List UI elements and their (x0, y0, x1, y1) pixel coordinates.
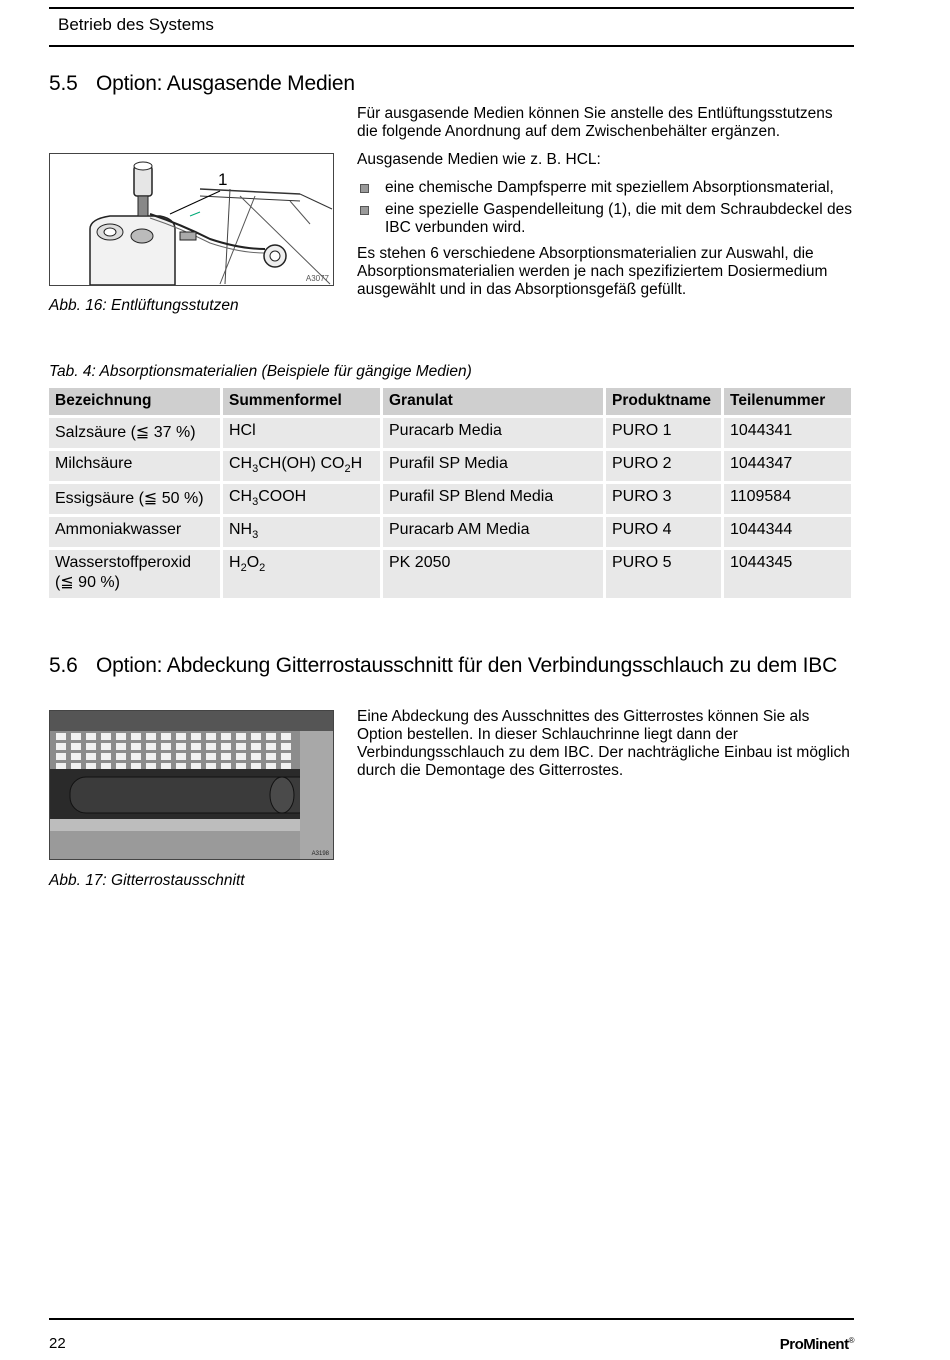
grating-cell (161, 743, 171, 750)
cell-part: 1044347 (724, 451, 851, 481)
grating-cell (71, 733, 81, 740)
column-header: Summenformel (223, 388, 380, 415)
grating-cell (191, 743, 201, 750)
cell-name: Salzsäure (≦ 37 %) (49, 418, 220, 448)
grating-cell (221, 763, 231, 770)
cell-product: PURO 5 (606, 550, 721, 598)
list-item: eine spezielle Gaspendelleitung (1), die mit dem Schraubdeckel des IBC verbunden wird. (357, 201, 855, 237)
grating-cell (56, 763, 66, 770)
brand-name: ProMinent (779, 1336, 849, 1353)
footer-rule (49, 1318, 854, 1320)
cell-granulate: Puracarb AM Media (383, 517, 603, 547)
grating-cell (116, 763, 126, 770)
grating-cell (86, 763, 96, 770)
grating-cell (251, 753, 261, 760)
cell-part: 1044345 (724, 550, 851, 598)
table-row (49, 418, 851, 448)
grating-cell (161, 733, 171, 740)
grating-cell (251, 743, 261, 750)
grating-cell (86, 753, 96, 760)
absorption-table (46, 385, 854, 601)
grating-cell (206, 753, 216, 760)
grating-cell (131, 753, 141, 760)
grating-cell (86, 733, 96, 740)
section-number: 5.6 (49, 654, 78, 677)
paragraph: Für ausgasende Medien können Sie anstelle des Entlüftungsstutzens die folgende Anordnung auf dem Zwischenbehälter ergänzen. (357, 105, 833, 140)
grating-cell (236, 753, 246, 760)
section-title: Option: Abdeckung Gitterrostausschnitt für den Verbindungsschlauch zu dem IBC (96, 654, 838, 677)
grating-cell (146, 763, 156, 770)
grating-cell (206, 733, 216, 740)
grating-cell (146, 733, 156, 740)
grating-cutout-photo (50, 711, 333, 859)
cell-name: Ammoniakwasser (49, 517, 220, 547)
cell-product: PURO 4 (606, 517, 721, 547)
section-number: 5.5 (49, 72, 78, 95)
bullet-list (357, 179, 855, 237)
cell-formula: $NH_3$ (223, 517, 380, 547)
column-header: Teilenummer (724, 388, 851, 415)
paragraph: Es stehen 6 verschiedene Absorptionsmaterialien zur Auswahl, die Absorptionsmaterialien werden je nach spezifiziertem Dosiermedium ausgewählt und in das Absorptionsgefäß gefüllt. (357, 245, 828, 298)
grating-cell (221, 743, 231, 750)
grating-cell (281, 743, 291, 750)
cell-part: 1044344 (724, 517, 851, 547)
grating-cell (191, 733, 201, 740)
grating-cell (131, 733, 141, 740)
cell-product: PURO 1 (606, 418, 721, 448)
grating-cell (176, 763, 186, 770)
grating-cell (116, 753, 126, 760)
grating-cell (101, 743, 111, 750)
figure-16-caption: Abb. 16: Entlüftungsstutzen (49, 297, 239, 314)
grating-cell (161, 753, 171, 760)
cell-formula: HCl (223, 418, 380, 448)
grating-cell (101, 733, 111, 740)
grating-cell (71, 743, 81, 750)
page-number: 22 (49, 1335, 66, 1352)
cell-part: 1044341 (724, 418, 851, 448)
grating-cell (146, 753, 156, 760)
grating-cell (266, 753, 276, 760)
grating-cell (56, 753, 66, 760)
cell-granulate: PK 2050 (383, 550, 603, 598)
grating-cell (146, 743, 156, 750)
grating-cell (131, 743, 141, 750)
grating-cell (101, 763, 111, 770)
grating-cell (101, 753, 111, 760)
cell-formula: $CH_3CH(OH)$ $CO_2H$ (223, 451, 380, 481)
cell-name: Wasserstoffperoxid (≦ 90 %) (49, 550, 220, 598)
grating-cell (236, 763, 246, 770)
grating-cell (56, 743, 66, 750)
cell-part: 1109584 (724, 484, 851, 514)
grating-cell (281, 753, 291, 760)
paragraph: Eine Abdeckung des Ausschnittes des Gitterrostes können Sie als Option bestellen. In dieser Schlauchrinne liegt dann der Verbindungsschlauch zu dem IBC. Der nachträgliche Einbau ist möglich durch die Demontage des Gitterrostes. (357, 708, 850, 779)
figure-grating-cutout (49, 710, 334, 860)
callout-number: 1 (218, 170, 228, 189)
column-header: Bezeichnung (49, 388, 220, 415)
grating-cell (161, 763, 171, 770)
header-bottom-rule (49, 45, 854, 47)
grating-cell (191, 763, 201, 770)
grating-cell (116, 733, 126, 740)
grating-cell (176, 753, 186, 760)
table-caption: Tab. 4: Absorptionsmaterialien (Beispiele für gängige Medien) (49, 363, 472, 380)
grating-cell (236, 733, 246, 740)
table-row (49, 451, 851, 481)
header-top-rule (49, 7, 854, 9)
cell-name: Essigsäure (≦ 50 %) (49, 484, 220, 514)
figure-17-caption: Abb. 17: Gitterrostausschnitt (49, 872, 245, 889)
table-row (49, 484, 851, 514)
grating-cell (206, 763, 216, 770)
section-5-5-heading (49, 72, 355, 96)
cell-granulate: Puracarb Media (383, 418, 603, 448)
grating-cell (131, 763, 141, 770)
column-header: Produktname (606, 388, 721, 415)
grating-cell (236, 743, 246, 750)
grating-cell (71, 763, 81, 770)
grating-cell (266, 763, 276, 770)
cell-formula: $CH_3COOH$ (223, 484, 380, 514)
cell-granulate: Purafil SP Blend Media (383, 484, 603, 514)
grating-cell (281, 733, 291, 740)
section-title: Option: Ausgasende Medien (96, 72, 355, 95)
section-5-6-body (357, 708, 855, 790)
ventilation-socket-drawing (50, 154, 333, 285)
cell-product: PURO 2 (606, 451, 721, 481)
grating-cell (266, 733, 276, 740)
table-row (49, 517, 851, 547)
figure-code: A3077 (305, 274, 329, 283)
absorption-table-wrapper (49, 385, 855, 601)
grating-cell (191, 753, 201, 760)
grating-cell (116, 743, 126, 750)
square-bullet-icon (360, 184, 369, 193)
paragraph: Ausgasende Medien wie z. B. HCL: (357, 151, 601, 168)
grating-cell (251, 763, 261, 770)
grating-cell (281, 763, 291, 770)
cell-formula: $H_2O_2$ (223, 550, 380, 598)
grating-cell (86, 743, 96, 750)
grating-cell (251, 733, 261, 740)
list-item: eine chemische Dampfsperre mit speziellem Absorptionsmaterial, (357, 179, 855, 197)
brand-logo (780, 1336, 854, 1353)
grating-cell (176, 733, 186, 740)
table-header-row (49, 388, 851, 415)
header-title: Betrieb des Systems (58, 15, 214, 34)
figure-code: A3198 (311, 851, 329, 857)
grating-cell (56, 733, 66, 740)
figure-ventilation-socket (49, 153, 334, 286)
section-5-6-heading (49, 654, 849, 677)
grating-cell (221, 733, 231, 740)
grating-cell (206, 743, 216, 750)
grating-cell (176, 743, 186, 750)
cell-product: PURO 3 (606, 484, 721, 514)
table-row (49, 550, 851, 598)
grating-cell (266, 743, 276, 750)
cell-name: Milchsäure (49, 451, 220, 481)
section-5-5-body (357, 105, 855, 309)
brand-mark: ® (848, 1336, 854, 1345)
square-bullet-icon (360, 206, 369, 215)
cell-granulate: Purafil SP Media (383, 451, 603, 481)
grating-cell (71, 753, 81, 760)
grating-cell (221, 753, 231, 760)
column-header: Granulat (383, 388, 603, 415)
